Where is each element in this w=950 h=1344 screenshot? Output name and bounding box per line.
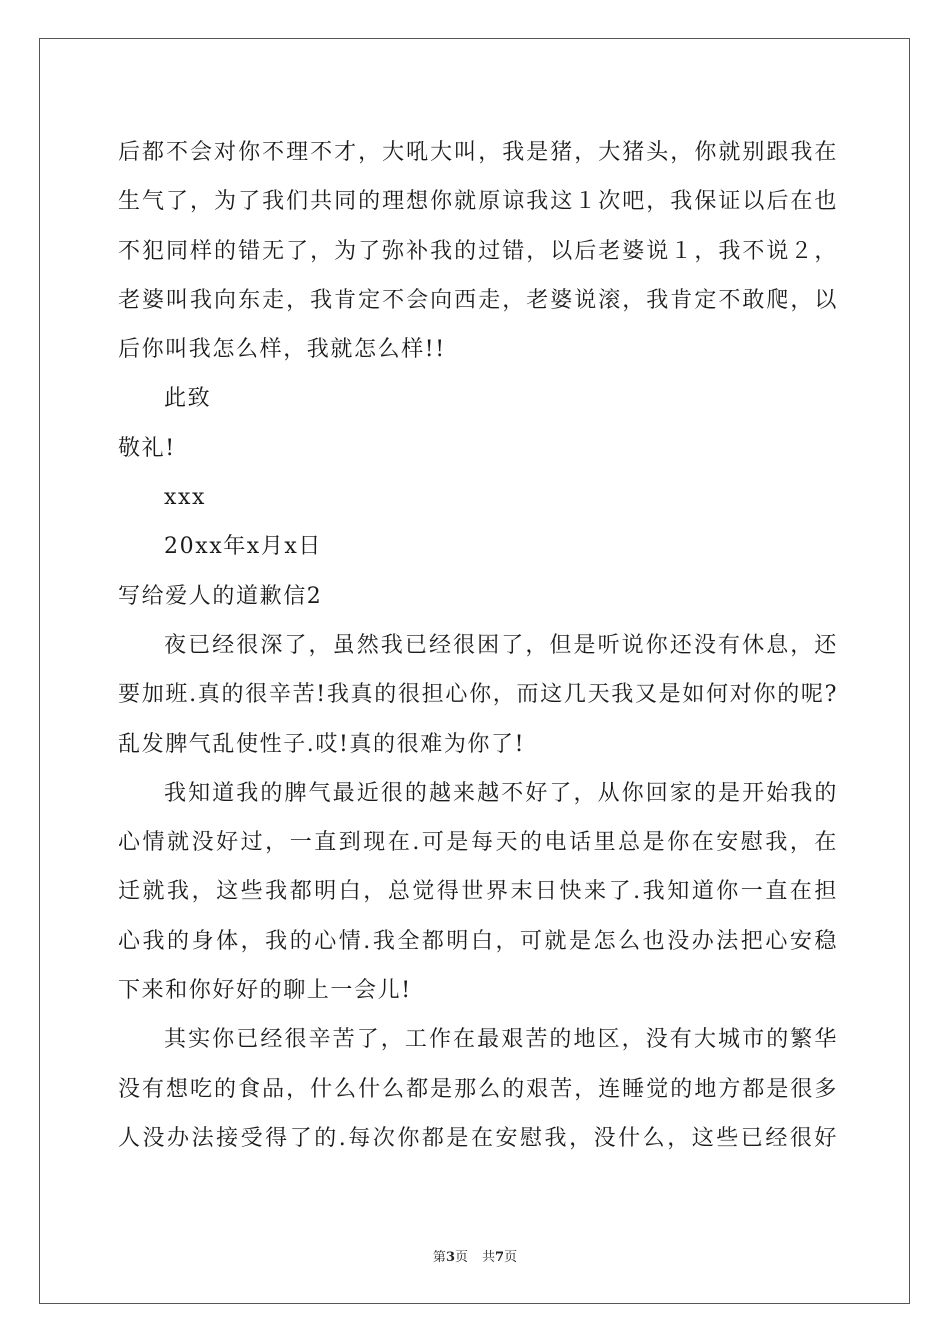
text-line: 后都不会对你不理不才，大吼大叫，我是猪，大猪头，你就别跟我在 xyxy=(118,140,838,165)
text-line: 心我的身体，我的心情.我全都明白，可就是怎么也没办法把心安稳 xyxy=(118,928,838,954)
text-line: 我知道我的脾气最近很的越来越不好了，从你回家的是开始我的 xyxy=(164,780,838,806)
total-suffix: 页 xyxy=(504,1250,518,1265)
text-line: 不犯同样的错无了，为了弥补我的过错，以后老婆说１，我不说２， xyxy=(118,238,838,264)
text-line: 下来和你好好的聊上一会儿! xyxy=(118,978,412,1004)
text-line: 后你叫我怎么样，我就怎么样!! xyxy=(118,337,446,363)
section-heading: 写给爱人的道歉信2 xyxy=(118,583,323,609)
text-line: 其实你已经很辛苦了，工作在最艰苦的地区，没有大城市的繁华 xyxy=(164,1027,838,1053)
page-prefix: 第 xyxy=(432,1250,446,1265)
text-line: 要加班.真的很辛苦!我真的很担心你，而这几天我又是如何对你的呢? xyxy=(118,682,838,708)
text-line: 夜已经很深了，虽然我已经很困了，但是听说你还没有休息，还 xyxy=(164,632,838,658)
signature: xxx xyxy=(164,485,207,511)
closing-salutation: 此致 xyxy=(164,386,212,412)
text-line: 老婆叫我向东走，我肯定不会向西走，老婆说滚，我肯定不敢爬，以 xyxy=(118,287,838,313)
text-line: 乱发脾气乱使性子.哎!真的很难为你了! xyxy=(118,731,526,757)
letter-body xyxy=(118,128,838,1163)
text-line: 迁就我，这些我都明白，总觉得世界末日快来了.我知道你一直在担 xyxy=(118,879,838,905)
text-line: 生气了，为了我们共同的理想你就原谅我这１次吧，我保证以后在也 xyxy=(118,189,838,215)
text-line: 没有想吃的食品，什么什么都是那么的艰苦，连睡觉的地方都是很多 xyxy=(118,1076,838,1102)
page-footer xyxy=(0,1246,950,1265)
total-prefix: 共 xyxy=(482,1250,496,1265)
page-current: 3 xyxy=(445,1250,455,1265)
page-suffix: 页 xyxy=(454,1250,468,1265)
letter-date: 20xx年x月x日 xyxy=(164,534,323,560)
text-line: 人没办法接受得了的.每次你都是在安慰我，没什么，这些已经很好 xyxy=(118,1125,838,1151)
closing-regards: 敬礼! xyxy=(118,435,176,461)
text-line: 心情就没好过，一直到现在.可是每天的电话里总是你在安慰我，在 xyxy=(118,830,838,856)
page-total: 7 xyxy=(495,1250,505,1265)
